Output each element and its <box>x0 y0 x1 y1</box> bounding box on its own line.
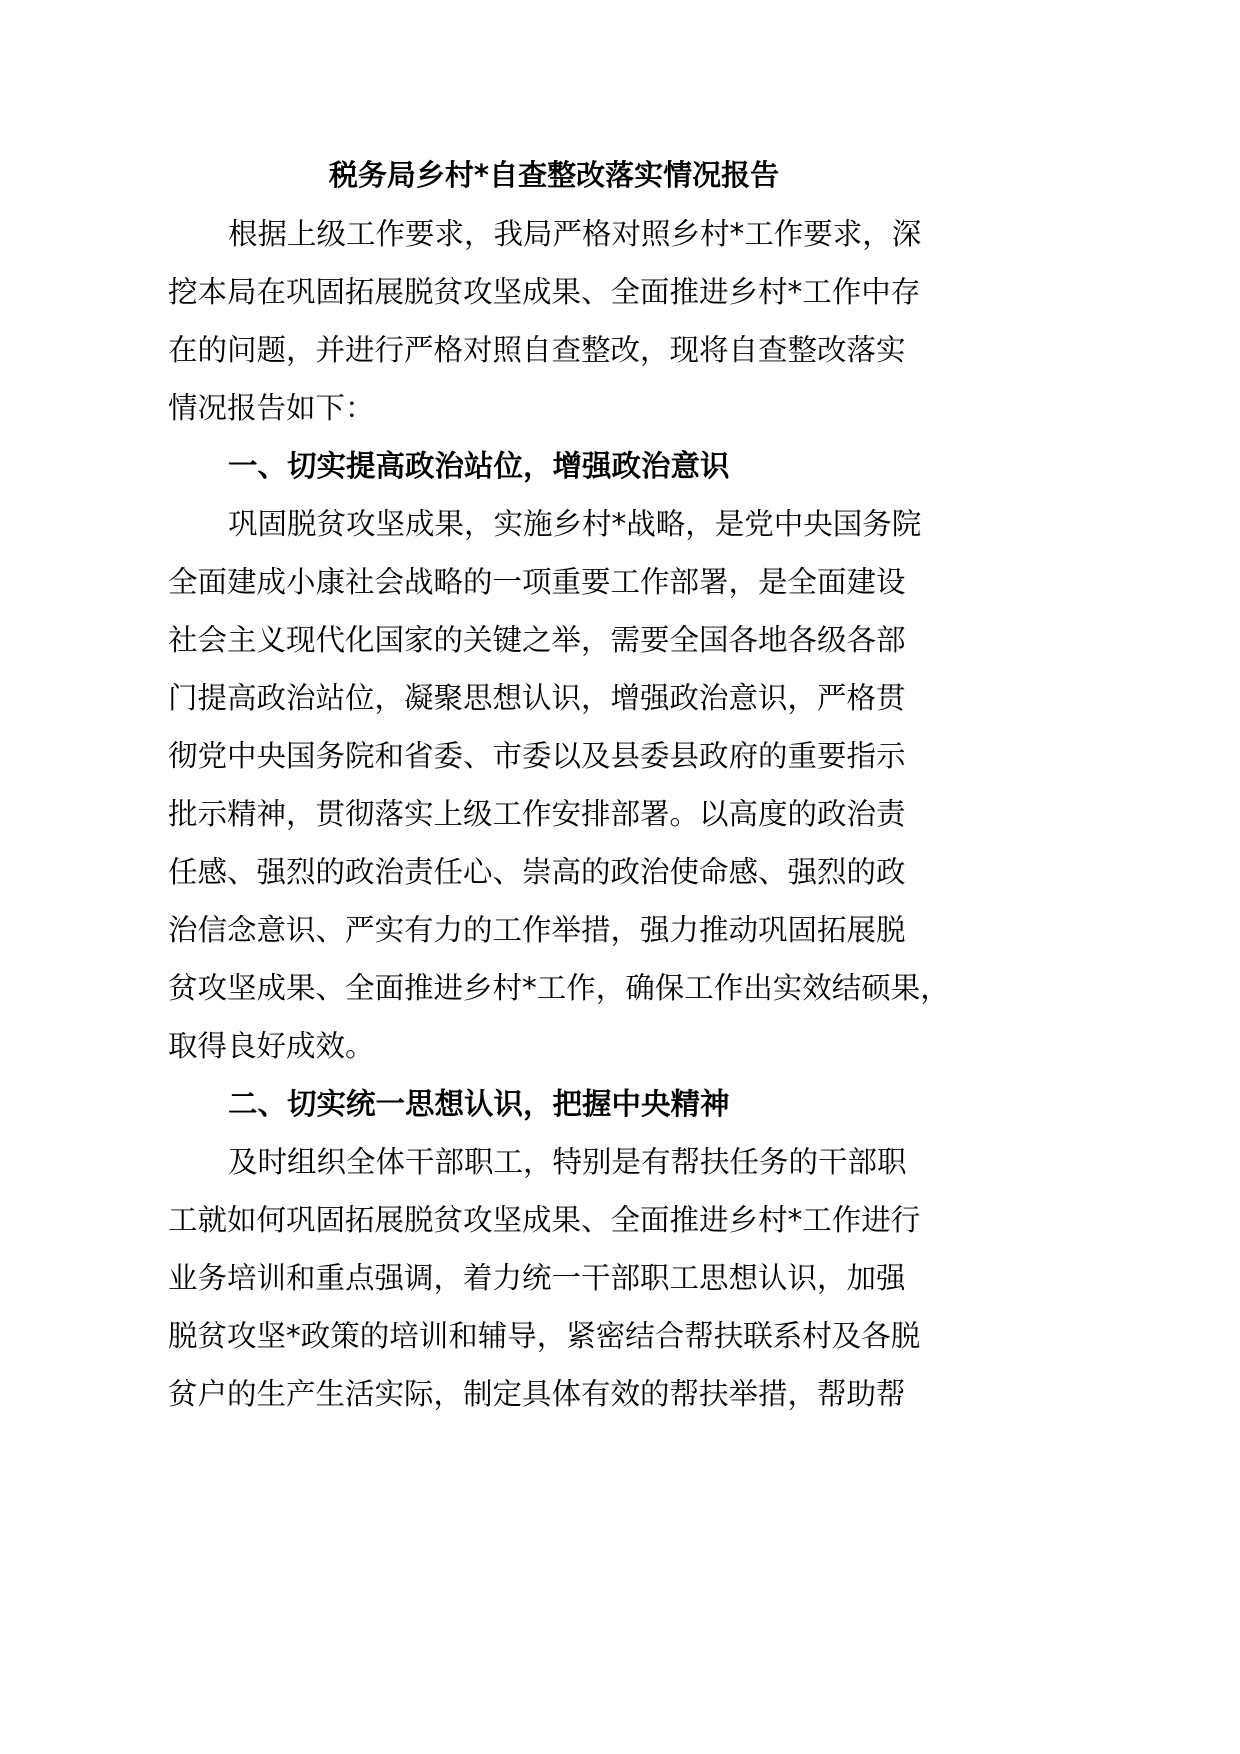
document-title: 税务局乡村*自查整改落实情况报告 <box>328 158 780 192</box>
paragraph-line: 取得良好成效。 <box>168 1029 375 1063</box>
paragraph-line: 社会主义现代化国家的关键之举，需要全国各地各级各部 <box>168 623 906 657</box>
paragraph-line: 治信念意识、严实有力的工作举措，强力推动巩固拓展脱 <box>168 913 906 947</box>
paragraph-line: 脱贫攻坚*政策的培训和辅导，紧密结合帮扶联系村及各脱 <box>168 1319 921 1353</box>
paragraph-line: 及时组织全体干部职工，特别是有帮扶任务的干部职 <box>228 1145 907 1179</box>
paragraph-line: 批示精神，贯彻落实上级工作安排部署。以高度的政治责 <box>168 797 906 831</box>
paragraph-line: 巩固脱贫攻坚成果，实施乡村*战略，是党中央国务院 <box>228 507 922 541</box>
paragraph-line: 业务培训和重点强调，着力统一干部职工思想认识，加强 <box>168 1261 906 1295</box>
paragraph-line: 彻党中央国务院和省委、市委以及县委县政府的重要指示 <box>168 739 906 773</box>
paragraph-line: 贫户的生产生活实际，制定具体有效的帮扶举措，帮助帮 <box>168 1377 906 1411</box>
paragraph-line: 情况报告如下： <box>168 391 375 425</box>
section-heading-1: 一、切实提高政治站位，增强政治意识 <box>228 449 730 483</box>
paragraph-line: 门提高政治站位，凝聚思想认识，增强政治意识，严格贯 <box>168 681 906 715</box>
paragraph-line: 根据上级工作要求，我局严格对照乡村*工作要求，深 <box>228 217 922 251</box>
paragraph-line: 在的问题，并进行严格对照自查整改，现将自查整改落实 <box>168 333 906 367</box>
document-body <box>168 212 968 1430</box>
paragraph-line: 贫攻坚成果、全面推进乡村*工作，确保工作出实效结硕果， <box>168 971 950 1005</box>
paragraph-line: 工就如何巩固拓展脱贫攻坚成果、全面推进乡村*工作进行 <box>168 1203 921 1237</box>
paragraph-line: 全面建成小康社会战略的一项重要工作部署，是全面建设 <box>168 565 906 599</box>
paragraph-line: 挖本局在巩固拓展脱贫攻坚成果、全面推进乡村*工作中存 <box>168 275 921 309</box>
section-heading-2: 二、切实统一思想认识，把握中央精神 <box>228 1087 730 1121</box>
paragraph-line: 任感、强烈的政治责任心、崇高的政治使命感、强烈的政 <box>168 855 906 889</box>
